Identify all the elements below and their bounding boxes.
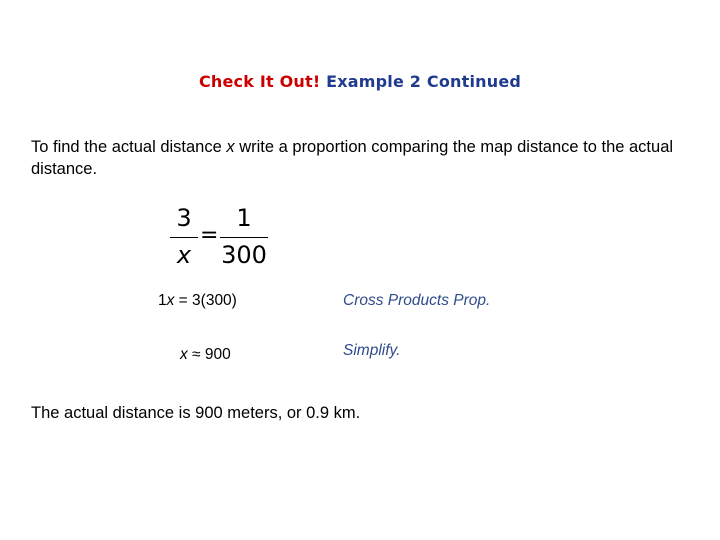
left-fraction-bar xyxy=(170,237,198,238)
step-equation-1 xyxy=(158,292,237,310)
right-denominator: 300 xyxy=(221,241,267,269)
equals-sign: = xyxy=(200,223,219,248)
step-2-rest: ≈ 900 xyxy=(187,346,231,363)
step-equation-2 xyxy=(180,346,231,364)
left-fraction xyxy=(170,204,198,269)
left-numerator: 3 xyxy=(176,204,192,232)
title-highlight: Check It Out! xyxy=(198,72,321,91)
intro-variable: x xyxy=(226,138,235,156)
title-rest: Example 2 Continued xyxy=(326,72,522,91)
intro-text-2: write a proportion comparing the map distance to the actual distance. xyxy=(31,138,674,178)
left-denominator: x xyxy=(176,241,192,269)
right-fraction xyxy=(220,204,268,269)
step-1-rest: = 3(300) xyxy=(174,292,237,309)
step-reason-2: Simplify. xyxy=(343,342,401,359)
slide-title xyxy=(0,72,720,91)
step-reason-1: Cross Products Prop. xyxy=(343,292,491,309)
intro-text-1: To find the actual distance xyxy=(31,138,227,156)
step-1-variable: x xyxy=(166,292,175,309)
right-fraction-bar xyxy=(220,237,268,238)
step-1-coefficient: 1 xyxy=(158,292,167,309)
intro-paragraph xyxy=(31,136,691,180)
conclusion-text: The actual distance is 900 meters, or 0.9 km. xyxy=(31,404,361,422)
step-2-variable: x xyxy=(180,346,188,363)
right-numerator: 1 xyxy=(236,204,252,232)
